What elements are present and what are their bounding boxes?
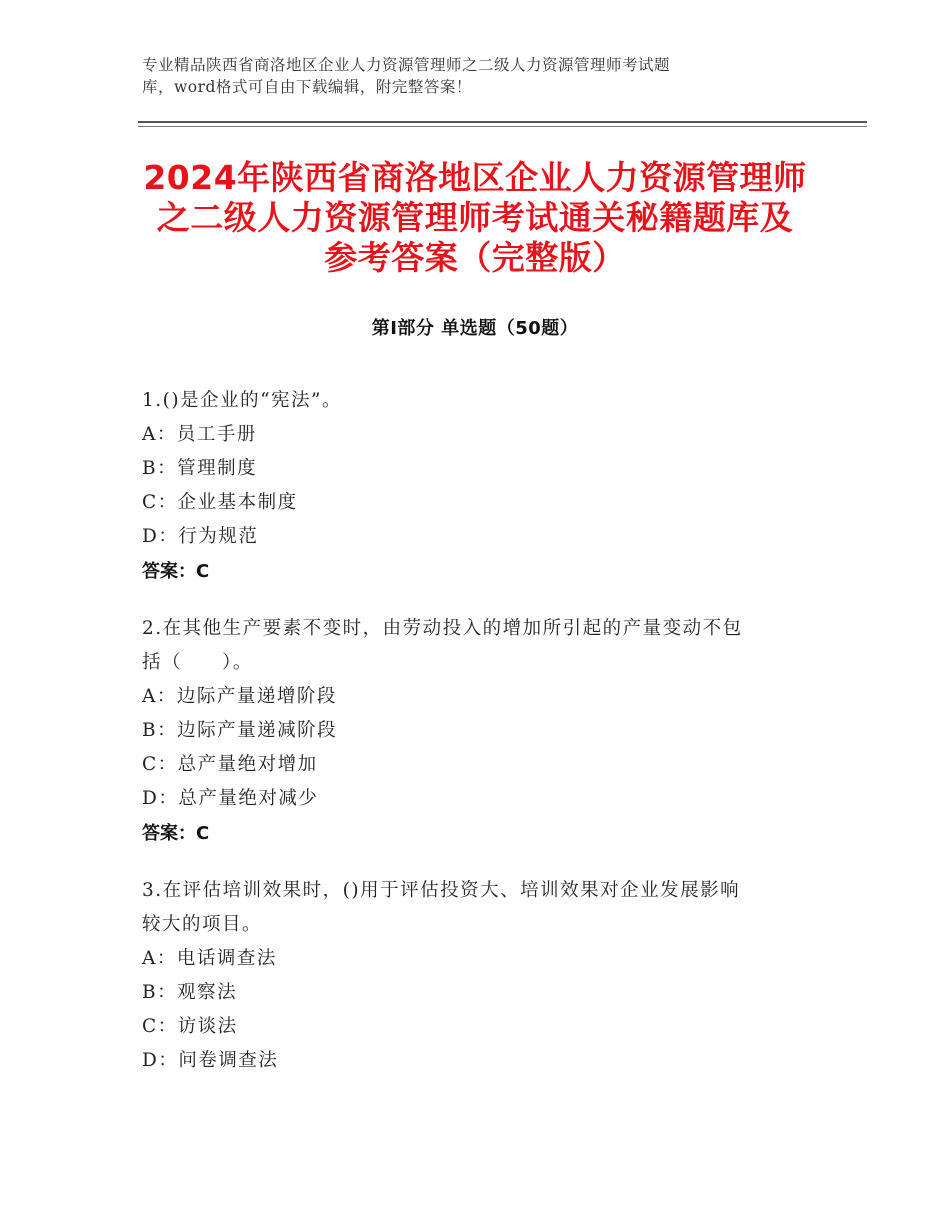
question-stem-line-1: 3.在评估培训效果时，()用于评估投资大、培训效果对企业发展影响 [142,880,741,901]
option-c: C：访谈法 [142,1016,238,1037]
option-a: A：电话调查法 [142,948,277,969]
header-note-line-1: 专业精品陕西省商洛地区企业人力资源管理师之二级人力资源管理师考试题 [142,56,671,74]
document-title-line-3: 参考答案（完整版） [324,238,626,277]
option-d: D：问卷调查法 [142,1050,279,1071]
question-stem-line-2: 括（ ）。 [142,652,253,673]
header-note [142,54,782,98]
option-d: D：总产量绝对减少 [142,788,319,809]
document-title-line-1: 2024年陕西省商洛地区企业人力资源管理师 [143,158,807,197]
option-c: C：企业基本制度 [142,492,298,513]
question-2 [142,612,807,852]
option-c: C：总产量绝对增加 [142,754,318,775]
question-list [142,384,807,1100]
option-d: D：行为规范 [142,526,259,547]
document-title-line-2: 之二级人力资源管理师考试通关秘籍题库及 [156,198,794,237]
question-stem-line-2: 较大的项目。 [142,914,263,935]
section-title: 第Ⅰ部分 单选题（50题） [371,318,579,339]
header-rule-thick [138,121,867,123]
option-a: A：边际产量递增阶段 [142,686,337,707]
header-rule-thin [138,126,867,127]
option-b: B：边际产量递减阶段 [142,720,338,741]
header-note-line-2: 库，word格式可自由下载编辑，附完整答案！ [142,78,472,96]
option-b: B：观察法 [142,982,238,1003]
answer: 答案：C [142,823,210,844]
option-a: A：员工手册 [142,424,257,445]
question-stem-line-1: 2.在其他生产要素不变时，由劳动投入的增加所引起的产量变动不包 [142,618,743,639]
document-title [110,158,840,278]
question-1 [142,384,807,590]
answer: 答案：C [142,561,210,582]
option-b: B：管理制度 [142,458,258,479]
question-3 [142,874,807,1078]
question-stem: 1.()是企业的“宪法”。 [142,390,343,411]
